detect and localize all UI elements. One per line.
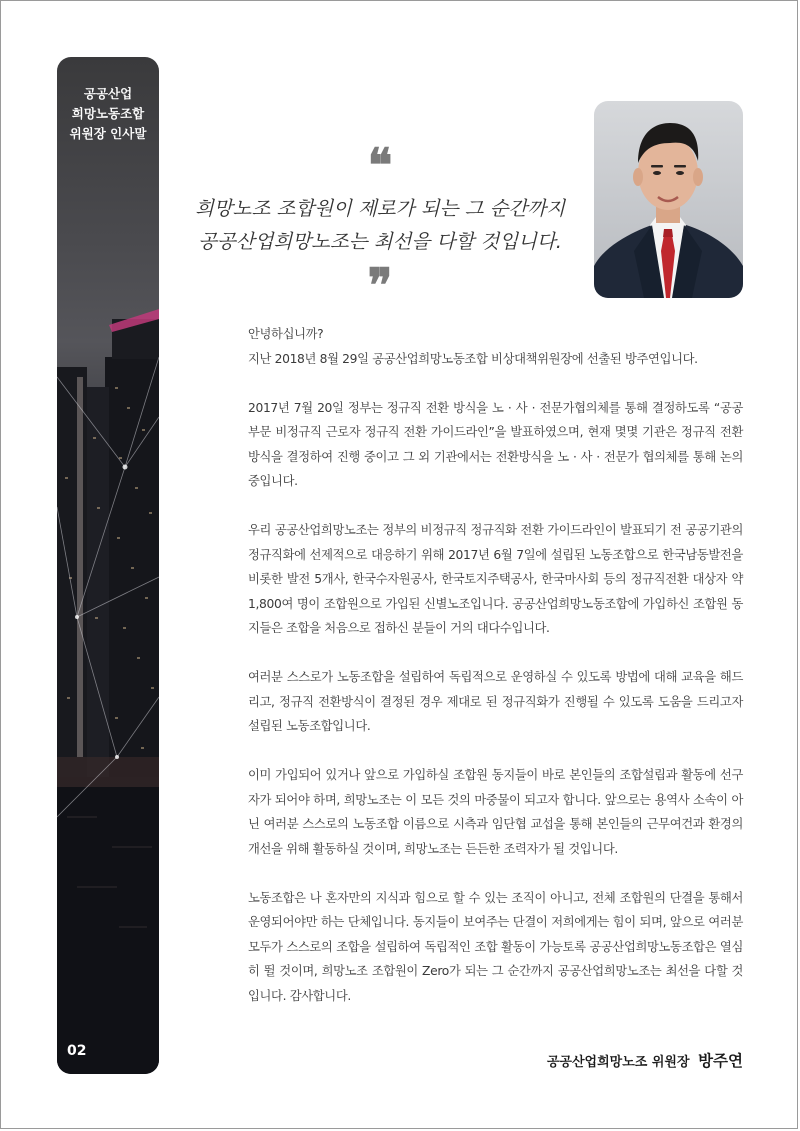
sidebar-title-line: 희망노동조합 [71, 106, 145, 121]
letter-paragraph: 2017년 7월 20일 정부는 정규직 전환 방식을 노 · 사 · 전문가협의체를 통해 결정하도록 “공공 부문 비정규직 근로자 정규직 전환 가이드라인”을 발표하였으며, 현재 몇몇 기관은 정규직 전환방식을 결정하여 진행 중이고 그 외 기관에서는 전환방식을 노 · 사 · 전문가 협의체를 통해 논의 중입니다. [248, 400, 743, 488]
letter-paragraph: 우리 공공산업희망노조는 정부의 비정규직 정규직화 전환 가이드라인이 발표되기 전 공공기관의 정규직화에 선제적으로 대응하기 위해 2017년 6월 7일에 설립된 노동조합으로 한국남동발전을 비롯한 발전 5개사, 한국수자원공사, 한국토지주택공사, 한국마사회 등의 정규직전환 대상자 약 1,800여 명이 조합원으로 가입된 신별노조입니다. 공공산업희망노동조합에 가입하신 조합원 동지들은 조합을 처음으로 접하신 분들이 거의 대다수입니다. [248, 523, 743, 635]
close-quote-icon: ❞ [367, 258, 393, 312]
page-number: 02 [67, 1043, 87, 1059]
letter-body [248, 322, 743, 1033]
signature-title: 공공산업희망노조 위원장 [546, 1055, 690, 1070]
letter-paragraph: 여러분 스스로가 노동조합을 설립하여 독립적으로 운영하실 수 있도록 방법에 대해 교육을 해드리고, 정규직 전환방식이 결정된 경우 제대로 된 정규직화가 진행될 수 있도록 도움을 드리고자 설립된 노동조합입니다. [248, 670, 743, 733]
sidebar-title-line: 위원장 인사말 [69, 126, 147, 141]
sidebar-title [57, 84, 159, 144]
signature-name: 방주연 [698, 1052, 743, 1070]
quote-line: 희망노조 조합원이 제로가 되는 그 순간까지 [194, 197, 566, 220]
quote-line: 공공산업희망노조는 최선을 다할 것입니다. [198, 230, 562, 253]
city-skyline-illustration [57, 57, 159, 1074]
letter-paragraph: 이미 가입되어 있거나 앞으로 가입하실 조합원 동지들이 바로 본인들의 조합설립과 활동에 선구자가 되어야 하며, 희망노조는 이 모든 것의 마중물이 되고자 합니다. 앞으로는 용역사 소속이 아닌 여러분 스스로의 노동조합 이름으로 시측과 임단협 교섭을 통해 본인들의 근무여건과 환경의 개선을 위해 활동하실 것이며, 희망노조는 든든한 조력자가 될 것입니다. [248, 768, 743, 856]
sidebar-band [57, 57, 159, 1074]
sidebar-title-line: 공공산업 [83, 86, 133, 101]
letter-paragraph: 노동조합은 나 혼자만의 지식과 힘으로 할 수 있는 조직이 아니고, 전체 조합원의 단결을 통해서 운영되어야만 하는 단체입니다. 동지들이 보여주는 단결이 저희에게는 힘이 되며, 앞으로 여러분 모두가 스스로의 조합을 설립하여 독립적인 조합 활동이 가능토록 공공산업희망노동조합은 열심히 뛸 것이며, 희망노조 조합원이 Zero가 되는 그 순간까지 공공산업희망노조는 최선을 다할 것입니다. 감사합니다. [248, 890, 743, 1003]
portrait-illustration [594, 101, 743, 298]
signature [547, 1049, 743, 1071]
open-quote-icon: ❝ [367, 138, 393, 192]
pull-quote [180, 138, 580, 312]
portrait-photo [594, 101, 743, 298]
letter-paragraph: 안녕하십니까? 지난 2018년 8월 29일 공공산업희망노동조합 비상대책위원장에 선출된 방주연입니다. [248, 327, 698, 366]
